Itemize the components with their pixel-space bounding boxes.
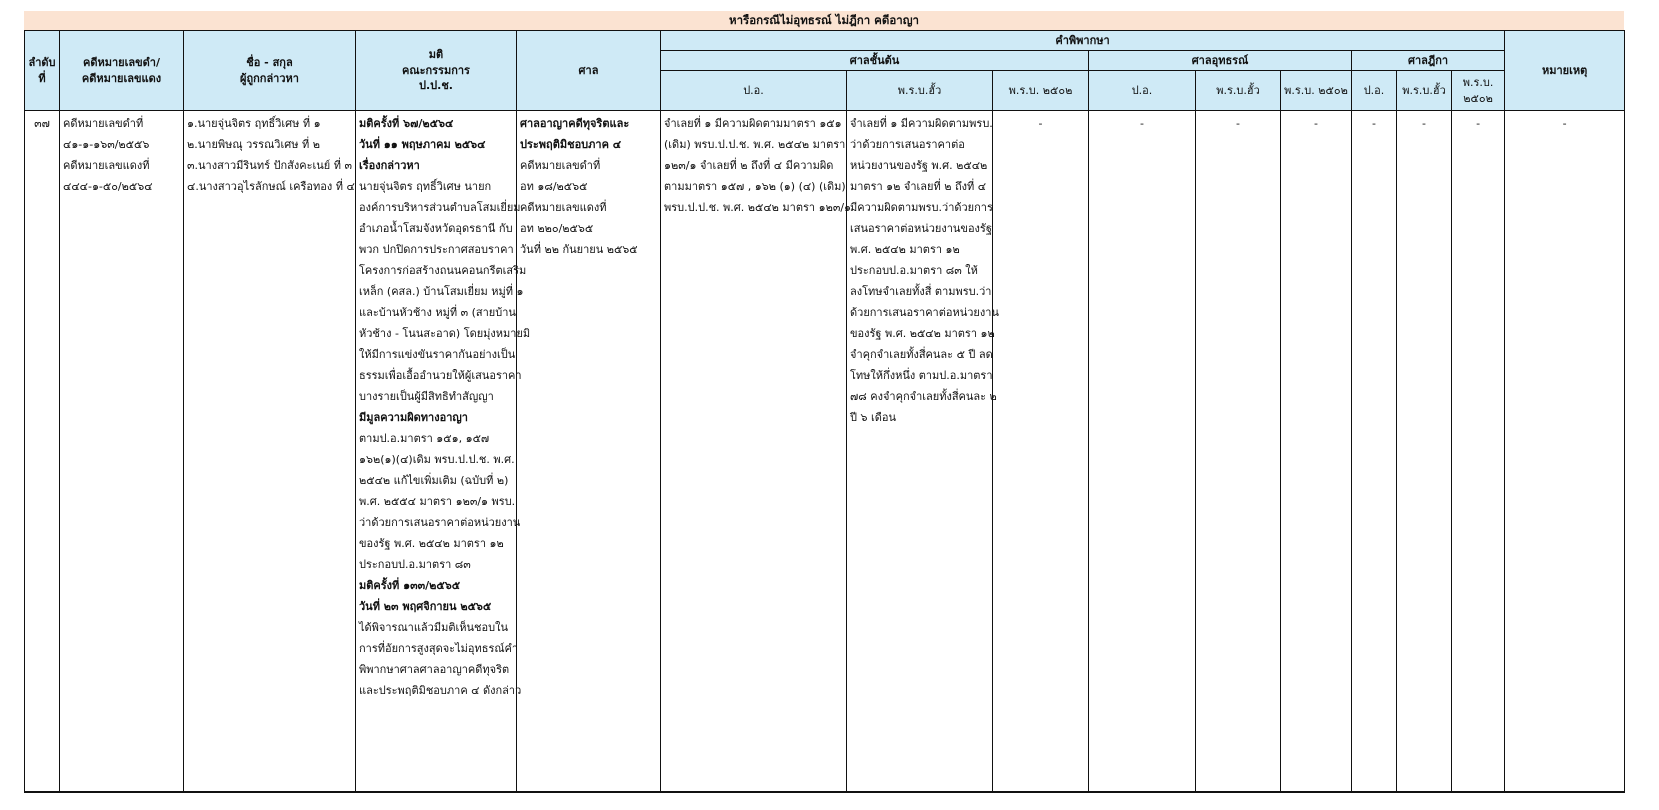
first-bid-line: หน่วยงานของรัฐ พ.ศ. ๒๕๔๒ xyxy=(850,159,988,172)
resolution-line: วันที่ ๑๑ พฤษภาคม ๒๕๖๔ xyxy=(359,138,486,151)
first-bid-line: ว่าด้วยการเสนอราคาต่อ xyxy=(850,138,965,151)
cell-remark: - xyxy=(1505,111,1625,793)
resolution-line: ตามป.อ.มาตรา ๑๕๑, ๑๕๗ xyxy=(359,432,490,445)
resolution-line: ๒๕๔๒ แก้ไขเพิ่มเติม (ฉบับที่ ๒) xyxy=(359,474,509,487)
resolution-line: องค์การบริหารส่วนตำบลโสมเยี่ยม xyxy=(359,201,521,214)
header-resolution: มติ คณะกรรมการ ป.ป.ช. xyxy=(356,31,517,111)
resolution-line: ประกอบป.อ.มาตรา ๘๓ xyxy=(359,558,471,571)
header-remark: หมายเหตุ xyxy=(1505,31,1625,111)
resolution-line: การที่อัยการสูงสุดจะไม่อุทธรณ์คำ xyxy=(359,642,519,655)
header-supreme-2502: พ.ร.บ. ๒๕๐๒ xyxy=(1452,71,1505,111)
resolution-line: มติครั้งที่ ๑๓๓/๒๕๖๕ xyxy=(359,579,461,592)
header-first-bid: พ.ร.บ.ฮั้ว xyxy=(847,71,993,111)
court-line: ประพฤติมิชอบภาค ๔ xyxy=(520,138,622,151)
cell-court xyxy=(517,111,661,793)
resolution-line: ของรัฐ พ.ศ. ๒๕๔๒ มาตรา ๑๒ xyxy=(359,537,504,550)
first-bid-line: ประกอบป.อ.มาตรา ๘๓ ให้ xyxy=(850,264,978,277)
header-name: ชื่อ - สกุล ผู้ถูกกล่าวหา xyxy=(184,31,356,111)
court-line: คดีหมายเลขแดงที่ xyxy=(520,201,607,214)
cell-supreme-bid: - xyxy=(1397,111,1452,793)
table-row xyxy=(25,111,1625,793)
cell-appeal-po: - xyxy=(1089,111,1196,793)
cell-first-po: จำเลยที่ ๑ มีความผิดตามมาตรา ๑๕๑ (เดิม) พรบ.ป.ป.ช. พ.ศ. ๒๕๔๒ มาตรา ๑๒๓/๑ จำเลยที่ ๒ ถึงที่ ๔ มีความผิด ตามมาตรา ๑๕๗ , ๑๖๒ (๑) (๔) (เดิม) พรบ.ป.ป.ช. พ.ศ. ๒๕๔๒ มาตรา ๑๒๓/๑ xyxy=(661,111,847,793)
resolution-line: พ.ศ. ๒๕๕๔ มาตรา ๑๒๓/๑ พรบ. xyxy=(359,495,516,508)
resolution-lines xyxy=(359,113,531,701)
resolution-line: ธรรมเพื่อเอื้ออำนวยให้ผู้เสนอราคา xyxy=(359,369,522,382)
resolution-line: และประพฤติมิชอบภาค ๔ ดังกล่าว xyxy=(359,684,522,697)
resolution-line: หัวช้าง - โนนสะอาด) โดยมุ่งหมายมิ xyxy=(359,327,531,340)
cell-names: ๑.นายจุ่นจิตร ฤทธิ์วิเศษ ที่ ๑ ๒.นายพิษณุ วรรณวิเศษ ที่ ๒ ๓.นางสาวมีรินทร์ ปักสังคะเนย์ ที่ ๓ ๔.นางสาวอุไรลักษณ์ เครือทอง ที่ ๔ xyxy=(184,111,356,793)
header-appeal-bid: พ.ร.บ.ฮั้ว xyxy=(1196,71,1281,111)
cell-appeal-bid: - xyxy=(1196,111,1281,793)
court-lines xyxy=(520,113,657,260)
resolution-line: โครงการก่อสร้างถนนคอนกรีตเสริม xyxy=(359,264,527,277)
case-table xyxy=(24,30,1625,793)
cell-supreme-po: - xyxy=(1352,111,1397,793)
first-bid-line: ลงโทษจำเลยทั้งสี่ ตามพรบ.ว่า xyxy=(850,285,992,298)
resolution-line: นายจุ่นจิตร ฤทธิ์วิเศษ นายก xyxy=(359,180,492,193)
resolution-line: เหล็ก (คสล.) บ้านโสมเยี่ยม หมู่ที่ ๑ xyxy=(359,285,524,298)
court-line: อท ๑๘/๒๕๖๕ xyxy=(520,180,588,193)
cell-appeal-2502: - xyxy=(1281,111,1352,793)
court-line: วันที่ ๒๒ กันยายน ๒๕๖๕ xyxy=(520,243,638,256)
resolution-line: เรื่องกล่าวหา xyxy=(359,159,420,172)
first-bid-line: จำเลยที่ ๑ มีความผิดตามพรบ. xyxy=(850,117,993,130)
cell-seq: ๓๗ xyxy=(25,111,60,793)
cell-supreme-2502: - xyxy=(1452,111,1505,793)
first-bid-line: ๗๘ คงจำคุกจำเลยทั้งสี่คนละ ๒ xyxy=(850,390,997,403)
cell-resolution xyxy=(356,111,531,793)
header-judgment: คำพิพากษา xyxy=(661,31,1505,51)
header-court-supreme: ศาลฎีกา xyxy=(1352,51,1505,71)
header-court-first: ศาลชั้นต้น xyxy=(661,51,1089,71)
cell-first-bid xyxy=(847,111,999,793)
resolution-line: ๑๖๒(๑)(๔)เดิม พรบ.ป.ป.ช. พ.ศ. xyxy=(359,453,515,466)
resolution-line: มติครั้งที่ ๖๗/๒๕๖๔ xyxy=(359,117,454,130)
first-bid-line: เสนอราคาต่อหน่วยงานของรัฐ xyxy=(850,222,992,235)
first-bid-line: จำคุกจำเลยทั้งสี่คนละ ๕ ปี ลด xyxy=(850,348,993,361)
header-seq: ลำดับ ที่ xyxy=(25,31,60,111)
header-appeal-2502: พ.ร.บ. ๒๕๐๒ xyxy=(1281,71,1352,111)
resolution-line: อำเภอน้ำโสมจังหวัดอุดรธานี กับ xyxy=(359,222,513,235)
first-bid-line: มาตรา ๑๒ จำเลยที่ ๒ ถึงที่ ๔ xyxy=(850,180,987,193)
header-appeal-po: ป.อ. xyxy=(1089,71,1196,111)
header-court-appeal: ศาลอุทธรณ์ xyxy=(1089,51,1352,71)
cell-case-no: คดีหมายเลขดำที่ ๔๑-๑-๑๖๓/๒๕๕๖ คดีหมายเลขแดงที่ ๔๔๔-๑-๕๐/๒๕๖๔ xyxy=(60,111,184,793)
resolution-line: ว่าด้วยการเสนอราคาต่อหน่วยงาน xyxy=(359,516,521,529)
court-line: คดีหมายเลขดำที่ xyxy=(520,159,601,172)
resolution-line: มีมูลความผิดทางอาญา xyxy=(359,411,468,424)
first-bid-line: พ.ศ. ๒๕๔๒ มาตรา ๑๒ xyxy=(850,243,960,256)
header-first-po: ป.อ. xyxy=(661,71,847,111)
header-supreme-po: ป.อ. xyxy=(1352,71,1397,111)
table-title: หารือกรณีไม่อุทธรณ์ ไม่ฎีกา คดีอาญา xyxy=(24,11,1624,30)
court-line: อท ๒๒๐/๒๕๖๕ xyxy=(520,222,594,235)
resolution-line: ได้พิจารณาแล้วมีมติเห็นชอบใน xyxy=(359,621,508,634)
resolution-line: บางรายเป็นผู้มีสิทธิทำสัญญา xyxy=(359,390,494,403)
first-bid-line: มีความผิดตามพรบ.ว่าด้วยการ xyxy=(850,201,993,214)
bid-lines xyxy=(850,113,999,428)
document-page xyxy=(24,11,1624,793)
header-supreme-bid: พ.ร.บ.ฮั้ว xyxy=(1397,71,1452,111)
resolution-line: ให้มีการแข่งขันราคากันอย่างเป็น xyxy=(359,348,516,361)
resolution-line: พิพากษาศาลศาลอาญาคดีทุจริต xyxy=(359,663,510,676)
resolution-line: และบ้านหัวช้าง หมู่ที่ ๓ (สายบ้าน xyxy=(359,306,516,319)
header-court: ศาล xyxy=(517,31,661,111)
resolution-line: วันที่ ๒๓ พฤศจิกายน ๒๕๖๕ xyxy=(359,600,492,613)
resolution-line: พวก ปกปิดการประกาศสอบราคา xyxy=(359,243,514,256)
cell-first-2502: - xyxy=(993,111,1089,793)
first-bid-line: ปี ๖ เดือน xyxy=(850,411,896,424)
header-first-2502: พ.ร.บ. ๒๕๐๒ xyxy=(993,71,1089,111)
header-case-no: คดีหมายเลขดำ/ คดีหมายเลขแดง xyxy=(60,31,184,111)
court-line: ศาลอาญาคดีทุจริตและ xyxy=(520,117,630,130)
first-bid-line: ของรัฐ พ.ศ. ๒๕๔๒ มาตรา ๑๒ xyxy=(850,327,995,340)
first-bid-line: ด้วยการเสนอราคาต่อหน่วยงาน xyxy=(850,306,999,319)
first-bid-line: โทษให้กึ่งหนึ่ง ตามป.อ.มาตรา xyxy=(850,369,993,382)
